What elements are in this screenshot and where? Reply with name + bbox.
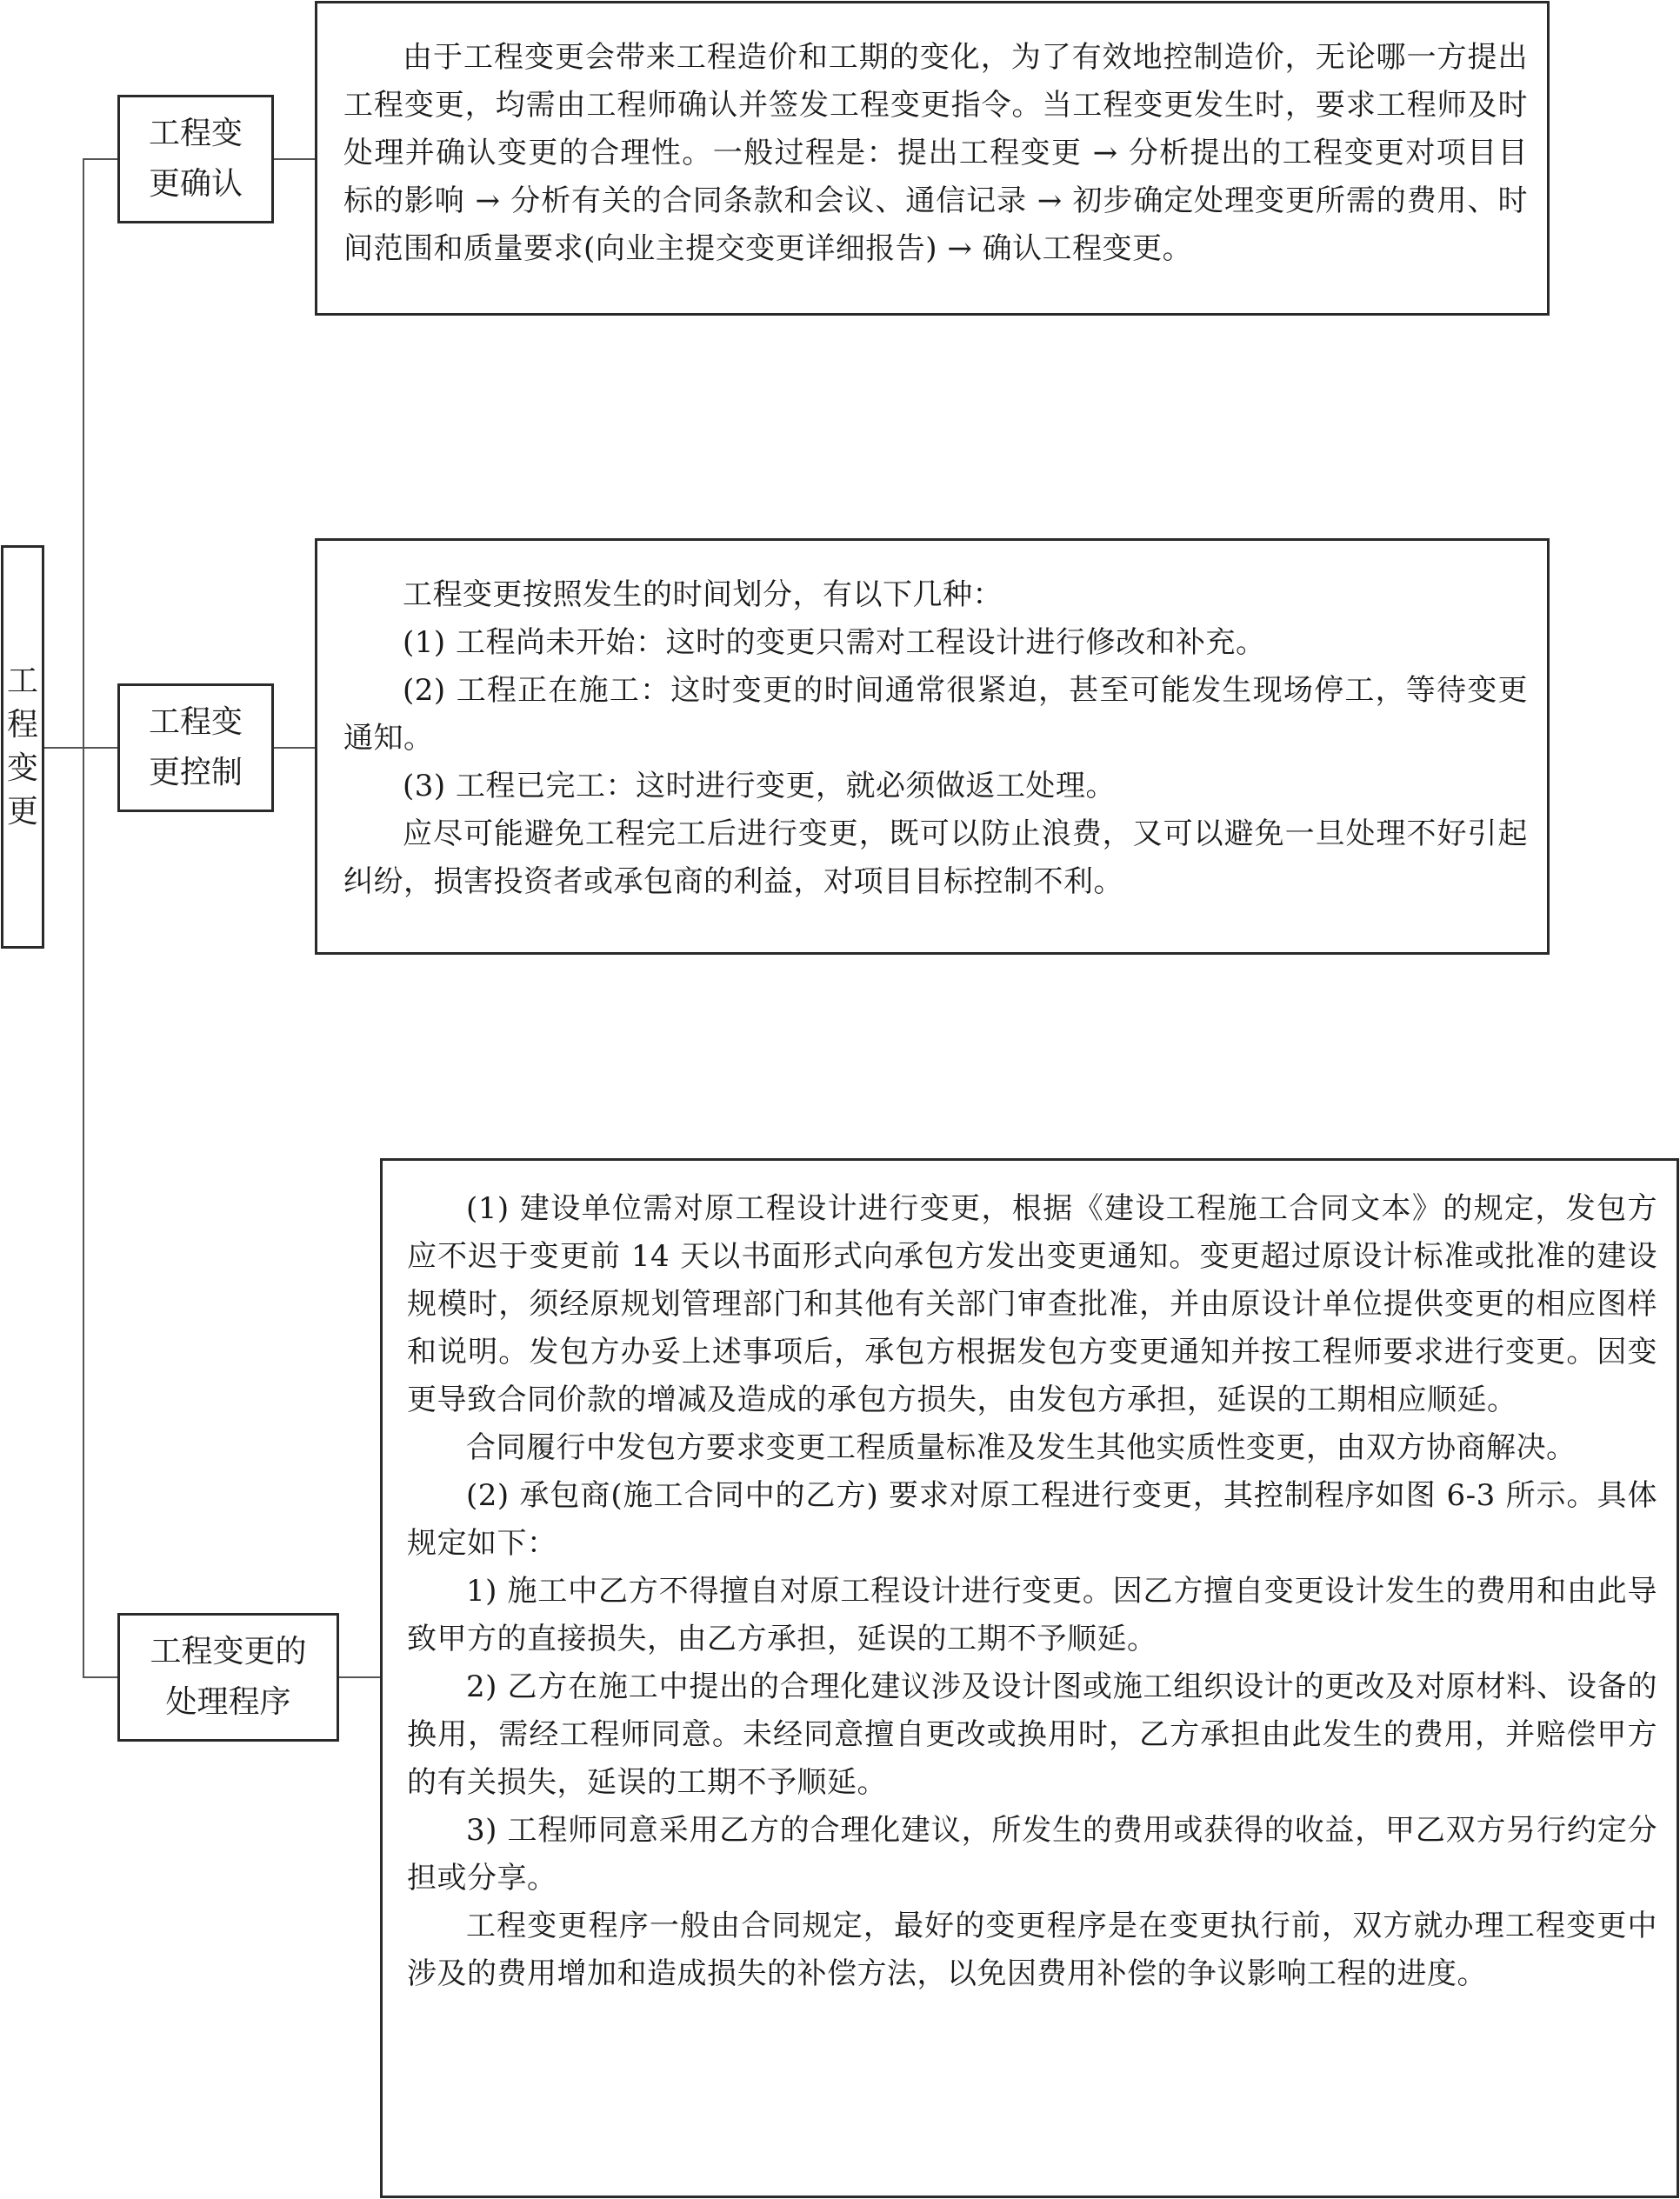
content-box-procedure xyxy=(380,1158,1679,2198)
content-text-procedure xyxy=(407,1185,1657,1998)
paragraph: (3) 工程已完工：这时进行变更，就必须做返工处理。 xyxy=(403,769,1116,803)
paragraph: 1) 施工中乙方不得擅自对原工程设计进行变更。因乙方擅自变更设计发生的费用和由此导致甲方的直接损失，由乙方承担，延误的工期不予顺延。 xyxy=(407,1574,1657,1656)
content-text-confirm xyxy=(343,34,1528,273)
content-text-control xyxy=(343,571,1528,906)
branch-label: 更确认 xyxy=(148,166,243,202)
root-node xyxy=(1,545,44,949)
root-char: 变 xyxy=(6,750,38,786)
branch-node-confirm xyxy=(117,95,274,223)
paragraph: 工程变更按照发生的时间划分，有以下几种： xyxy=(403,577,1003,612)
paragraph: 由于工程变更会带来工程造价和工期的变化，为了有效地控制造价，无论哪一方提出工程变更，均需由工程师确认并签发工程变更指令。当工程变更发生时，要求工程师及时处理并确认变更的合理性。一般过程是：提出工程变更 → 分析提出的工程变更对项目目标的影响 → 分析有关的合同条款和会议、通信记录 → 初步确定处理变更所需的费用、时间范围和质量要求(向业主提交变更详细报告) → 确认工程变更。 xyxy=(343,40,1528,266)
paragraph: (2) 工程正在施工：这时变更的时间通常很紧迫，甚至可能发生现场停工，等待变更通知。 xyxy=(343,673,1528,756)
paragraph: 3) 工程师同意采用乙方的合理化建议，所发生的费用或获得的收益，甲乙双方另行约定分担或分享。 xyxy=(407,1813,1657,1896)
branch-label: 更控制 xyxy=(148,755,243,790)
branch-label: 工程变更的 xyxy=(150,1634,307,1669)
paragraph: (2) 承包商(施工合同中的乙方) 要求对原工程进行变更，其控制程序如图 6-3 所示。具体规定如下： xyxy=(407,1478,1657,1561)
paragraph: 工程变更程序一般由合同规定，最好的变更程序是在变更执行前，双方就办理工程变更中涉及的费用增加和造成损失的补偿方法，以免因费用补偿的争议影响工程的进度。 xyxy=(407,1909,1657,1991)
branch-node-control xyxy=(117,683,274,812)
connector-confirm-content xyxy=(274,158,315,160)
connector-to-control xyxy=(83,747,117,749)
connector-to-confirm xyxy=(83,158,117,160)
content-box-control xyxy=(315,538,1550,955)
branch-node-procedure xyxy=(117,1613,339,1742)
paragraph: (1) 工程尚未开始：这时的变更只需对工程设计进行修改和补充。 xyxy=(403,625,1266,660)
root-char: 更 xyxy=(6,794,38,830)
paragraph: 应尽可能避免工程完工后进行变更，既可以防止浪费，又可以避免一旦处理不好引起纠纷，损害投资者或承包商的利益，对项目目标控制不利。 xyxy=(343,816,1528,899)
branch-label: 工程变 xyxy=(148,116,243,151)
root-node-label xyxy=(3,548,42,946)
connector-procedure-content xyxy=(339,1676,380,1678)
root-char: 工 xyxy=(6,663,38,699)
connector-to-procedure xyxy=(83,1676,117,1678)
connector-control-content xyxy=(274,747,315,749)
branch-label: 工程变 xyxy=(148,704,243,740)
root-char: 程 xyxy=(6,707,38,743)
paragraph: 合同履行中发包方要求变更工程质量标准及发生其他实质性变更，由双方协商解决。 xyxy=(466,1430,1577,1465)
content-box-confirm xyxy=(315,1,1550,316)
root-connector xyxy=(44,747,83,749)
paragraph: 2) 乙方在施工中提出的合理化建议涉及设计图或施工组织设计的更改及对原材料、设备的换用，需经工程师同意。未经同意擅自更改或换用时，乙方承担由此发生的费用，并赔偿甲方的有关损失，延误的工期不予顺延。 xyxy=(407,1669,1657,1800)
branch-label: 处理程序 xyxy=(165,1684,291,1720)
paragraph: (1) 建设单位需对原工程设计进行变更，根据《建设工程施工合同文本》的规定，发包方应不迟于变更前 14 天以书面形式向承包方发出变更通知。变更超过原设计标准或批准的建设规模时，须经原规划管理部门和其他有关部门审查批准，并由原设计单位提供变更的相应图样和说明。发包方办妥上述事项后，承包方根据发包方变更通知并按工程师要求进行变更。因变更导致合同价款的增减及造成的承包方损失，由发包方承担，延误的工期相应顺延。 xyxy=(407,1191,1657,1417)
trunk-line xyxy=(83,158,84,1677)
